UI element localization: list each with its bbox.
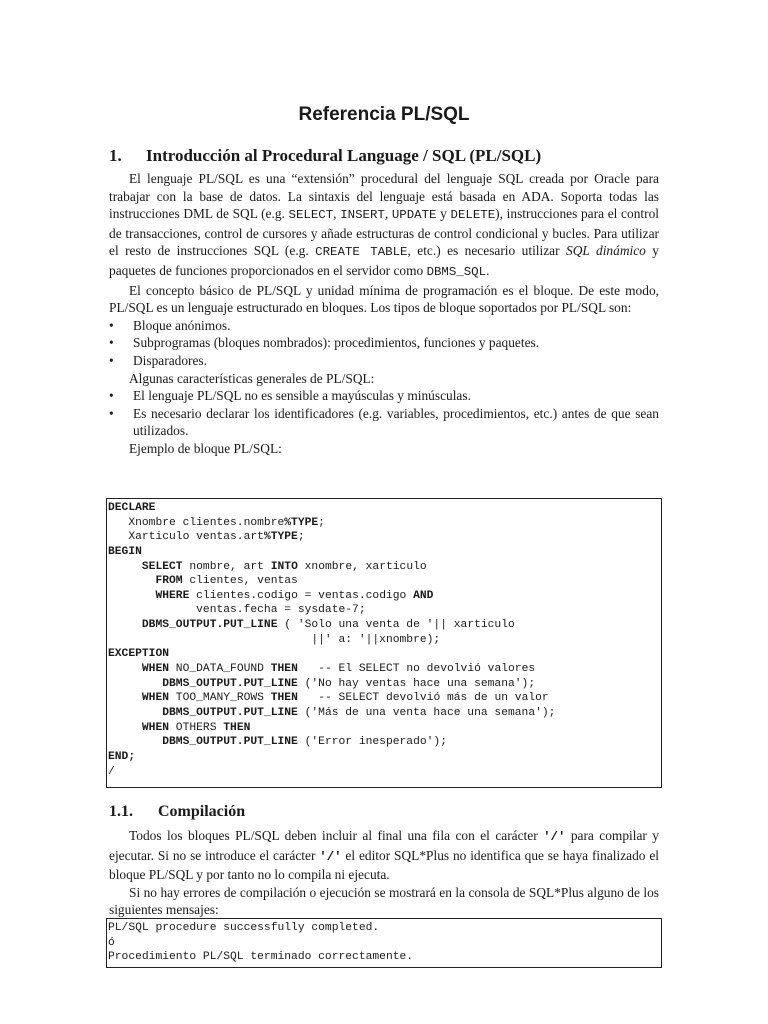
paragraph-blocks: El concepto básico de PL/SQL y unidad mínima de programación es el bloque. De este modo, PL/SQL es un lenguaje estructurado en bloques. Los tipos de bloque soportados por PL/SQL son: [109,282,659,316]
code-line: DBMS_OUTPUT.PUT_LINE ( 'Solo una venta de '|| xarticulo [141,619,515,632]
code-line: WHEN NO_DATA_FOUND THEN -- El SELECT no devolvió valores [141,663,536,676]
document-title: Referencia PL/SQL [298,104,470,125]
code-line: END; [108,750,136,763]
list-item: • Disparadores. [109,352,207,368]
code-line: FROM clientes, ventas [155,575,298,588]
compilation-text [109,827,659,919]
code-line: WHEN TOO_MANY_ROWS THEN -- SELECT devolvió más de un valor [141,692,549,705]
list-item: • El lenguaje PL/SQL no es sensible a mayúsculas y minúsculas. [109,388,471,404]
section-1-1-title: Compilación [158,803,246,820]
list-item: • Es necesario declarar los identificadores (e.g. variables, procedimientos, etc.) antes de que sean utilizados. [109,405,659,439]
list-item: • Bloque anónimos. [109,317,231,333]
code-line: BEGIN [108,545,142,558]
code-line: DBMS_OUTPUT.PUT_LINE ('Error inesperado'); [162,736,447,749]
code-line: ó [108,936,115,949]
code-line: DECLARE [108,502,156,514]
paragraph-example-intro: Ejemplo de bloque PL/SQL: [129,440,282,456]
section-1-title: Introducción al Procedural Language / SQL (PL/SQL) [146,146,542,165]
section-1-heading [109,146,541,166]
intro-text [109,170,659,458]
code-line: PL/SQL procedure successfully completed. [108,922,380,934]
section-1-1-number: 1.1. [109,803,133,820]
paragraph-messages: Si no hay errores de compilación o ejecución se mostrará en la consola de SQL*Plus alguno de los siguientes mensajes: [109,884,659,918]
features-list [109,387,659,440]
code-line: WHERE clientes.codigo = ventas.codigo AND [155,589,434,602]
block-types-list [109,317,659,370]
code-line: DBMS_OUTPUT.PUT_LINE ('No hay ventas hace una semana'); [162,677,536,690]
paragraph-intro: El lenguaje PL/SQL es una “extensión” procedural del lenguaje SQL creada por Oracle para trabajar con la base de datos. La sintaxis del lenguaje está basada en ADA. Soporta todas las instrucciones DML de SQL (e.g. SELECT, INSERT, UPDATE y DELETE), instrucciones para el control de transacciones, control de cursores y añade estructuras de control condicional y bucles. Para utilizar el resto de instrucciones SQL (e.g. CREATE TABLE, etc.) es necesario utilizar SQL dinámico y paquetes de funciones proporcionados en el servidor como DBMS_SQL. [109,171,659,279]
code-line: ventas.fecha = sysdate-7; [108,604,366,617]
code-line: Xnombre clientes.nombre%TYPE; [108,516,325,529]
code-line: / [108,765,115,778]
code-line: EXCEPTION [108,648,170,661]
list-item: • Subprogramas (bloques nombrados): procedimientos, funciones y paquetes. [109,335,540,351]
code-line: DBMS_OUTPUT.PUT_LINE ('Más de una venta hace una semana'); [162,706,556,719]
code-line: Xarticulo ventas.art%TYPE; [108,531,305,544]
section-1-1-heading [109,803,245,821]
code-line: WHEN OTHERS THEN [141,721,251,734]
code-line: ||' a: '||xnombre); [108,633,441,646]
code-block [106,498,662,788]
section-1-number: 1. [109,146,122,165]
output-block [106,918,662,968]
code-line: SELECT nombre, art INTO xnombre, xarticulo [141,560,427,573]
code-line: Procedimiento PL/SQL terminado correctamente. [108,951,414,964]
paragraph-features-intro: Algunas características generales de PL/SQL: [129,370,375,386]
paragraph-compilation: Todos los bloques PL/SQL deben incluir al final una fila con el carácter '/' para compilar y ejecutar. Si no se introduce el carácter '/' el editor SQL*Plus no identifica que se haya finalizado el bloque PL/SQL y por tanto no lo compila ni ejecuta. [109,828,660,883]
